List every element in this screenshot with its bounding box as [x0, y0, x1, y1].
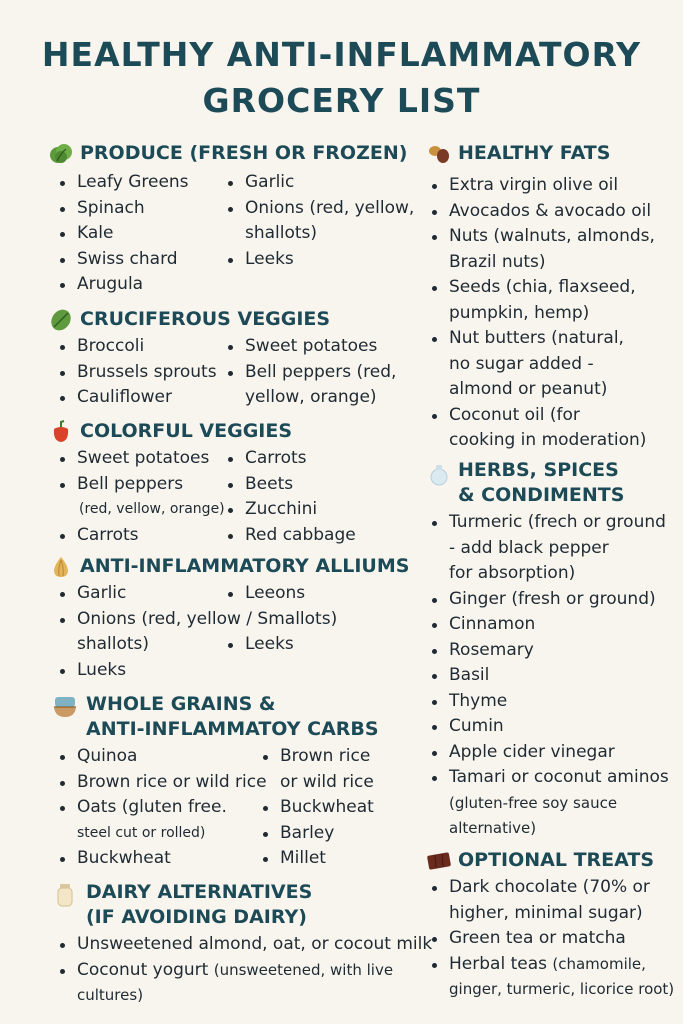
list-item: cooking in moderation): [449, 430, 647, 450]
list-item: Buckwheat: [57, 846, 267, 872]
herbs-heading-line-1: HERBS, SPICES: [458, 459, 619, 481]
alliums-heading: [48, 554, 428, 579]
list-item: Onions (red, yellow,: [225, 196, 414, 222]
fats-heading-text: HEALTHY FATS: [458, 142, 611, 164]
list-item: pumpkin, hemp): [449, 302, 590, 323]
list-item: Millet: [260, 846, 374, 872]
grains-section: [52, 692, 432, 877]
list-item: Garlic: [225, 170, 414, 196]
leaf-icon: [48, 307, 74, 333]
list-item: cultures): [77, 986, 144, 1004]
cruciferous-heading-text: CRUCIFEROUS VEGGIES: [80, 308, 331, 330]
list-item: higher, minimal sugar): [449, 902, 643, 923]
list-item: Garlic: [57, 581, 337, 607]
list-item: Cumin: [429, 714, 669, 740]
herbs-section: [426, 458, 683, 848]
list-item: Brazil nuts): [449, 251, 546, 272]
colorful-section: [48, 419, 428, 554]
treats-section: [426, 848, 683, 1003]
grains-heading: [52, 692, 432, 742]
produce-heading: [48, 141, 428, 166]
onion-icon: [48, 554, 74, 580]
produce-section: [48, 141, 428, 326]
list-item: Beets: [225, 472, 356, 498]
list-item-note: (chamomile,: [552, 954, 646, 973]
list-item: Leafy Greens: [57, 170, 189, 196]
list-item: Extra virgin olive oil: [429, 173, 655, 199]
list-item: shallots): [77, 634, 150, 654]
grains-heading-line-1: WHOLE GRAINS &: [86, 693, 276, 715]
pepper-icon: [48, 419, 74, 445]
list-item: no sugar added -: [449, 353, 594, 374]
list-item: Spinach: [57, 196, 189, 222]
grain-bowl-icon: [52, 694, 78, 720]
nuts-icon: [426, 141, 452, 167]
list-item: [57, 958, 432, 984]
list-item: Leeks: [225, 632, 305, 658]
list-item: Buckwheat: [260, 795, 374, 821]
list-item: Leeons: [225, 581, 305, 607]
list-item: ginger, turmeric, licorice root): [449, 980, 675, 998]
list-item: Brown rice: [260, 744, 374, 770]
dairy-heading-line-2: (IF AVOIDING DAIRY): [86, 906, 307, 928]
list-item: Seeds (chia, flaxseed,: [429, 275, 655, 301]
list-item: Basil: [429, 663, 669, 689]
list-item: Avocados & avocado oil: [429, 199, 655, 225]
dairy-heading-line-1: DAIRY ALTERNATIVES: [86, 881, 313, 903]
chocolate-icon: [426, 848, 452, 874]
list-item: Ginger (fresh or ground): [429, 587, 669, 613]
list-item: Red cabbage: [225, 523, 356, 549]
list-item: Barley: [260, 821, 374, 847]
list-item: Onions (red, yellow / Smallots): [57, 607, 337, 633]
list-item: shallots): [245, 223, 318, 243]
list-item: Kale: [57, 221, 189, 247]
list-item: Cinnamon: [429, 612, 669, 638]
herbs-heading: [426, 458, 683, 508]
list-item: Turmeric (frech or ground: [429, 510, 669, 536]
list-item: Bell peppers (red,: [225, 360, 396, 386]
colorful-heading: [48, 419, 428, 444]
list-item: (gluten-free soy sauce: [449, 793, 618, 812]
alliums-section: [48, 554, 428, 689]
list-item: yellow, orange): [245, 387, 377, 407]
list-item: Sweet potatoes: [225, 334, 396, 360]
list-item: (red, vellow, orange): [79, 501, 225, 517]
list-item: [225, 607, 305, 633]
produce-heading-text: PRODUCE (FRESH OR FROZEN): [80, 142, 408, 164]
fats-section: [426, 141, 676, 456]
dairy-heading: [52, 880, 432, 930]
list-item: Unsweetened almond, oat, or cocout milk: [57, 932, 432, 958]
page-title: [0, 32, 683, 124]
list-item-main: Coconut yogurt: [77, 959, 209, 980]
list-item: or wild rice: [280, 771, 374, 792]
list-item: Oats (gluten free.: [57, 795, 267, 821]
herbs-heading-line-2: & CONDIMENTS: [458, 484, 625, 506]
list-item: Rosemary: [429, 638, 669, 664]
list-item: [429, 952, 674, 978]
list-item: Brown rice or wild rice: [57, 770, 267, 796]
list-item: Sweet potatoes: [57, 446, 225, 472]
list-item: - add black pepper: [449, 537, 609, 558]
list-item: almond or peanut): [449, 379, 608, 399]
list-item: Quinoa: [57, 744, 267, 770]
list-item: Carrots: [57, 523, 225, 549]
dairy-section: [52, 880, 432, 1010]
list-item-note: (unsweetened, with live: [213, 960, 394, 979]
title-line-2: GROCERY LIST: [202, 81, 481, 120]
grains-heading-line-2: ANTI-INFLAMMATOY CARBS: [86, 718, 379, 740]
list-item: Zucchini: [225, 497, 356, 523]
list-item: Green tea or matcha: [429, 926, 674, 952]
spice-jar-icon: [426, 462, 452, 488]
treats-heading-text: OPTIONAL TREATS: [458, 849, 655, 871]
list-item: Swiss chard: [57, 247, 189, 273]
list-item: Arugula: [57, 272, 189, 298]
list-item: Lueks: [57, 658, 337, 684]
list-item: Dark chocolate (70% or: [429, 875, 674, 901]
list-item: Carrots: [225, 446, 356, 472]
list-item: steel cut or rolled): [77, 824, 206, 841]
list-item: Bell peppers: [57, 472, 225, 498]
list-item: Coconut oil (for: [429, 403, 655, 429]
list-item-main: Herbal teas: [449, 953, 547, 974]
list-item: Nuts (walnuts, almonds,: [429, 224, 655, 250]
cruciferous-section: [48, 307, 428, 422]
list-item: Cauliflower: [57, 385, 217, 411]
list-item: Tamari or coconut aminos: [429, 765, 669, 791]
fats-heading: [426, 141, 676, 166]
list-item: Brussels sprouts: [57, 360, 217, 386]
list-item: alternative): [449, 819, 537, 837]
list-item: for absorption): [449, 563, 576, 583]
colorful-heading-text: COLORFUL VEGGIES: [80, 420, 293, 442]
leafy-greens-icon: [48, 141, 74, 167]
milk-jar-icon: [52, 882, 78, 908]
list-item: Apple cider vinegar: [429, 740, 669, 766]
list-item: Nut butters (natural,: [429, 326, 655, 352]
title-line-1: HEALTHY ANTI-INFLAMMATORY: [41, 35, 642, 74]
list-item: Thyme: [429, 689, 669, 715]
alliums-heading-text: ANTI-INFLAMMATORY ALLIUMS: [80, 555, 410, 577]
cruciferous-heading: [48, 307, 428, 332]
treats-heading: [426, 848, 683, 873]
list-item: Leeks: [225, 247, 414, 273]
list-item: Broccoli: [57, 334, 217, 360]
